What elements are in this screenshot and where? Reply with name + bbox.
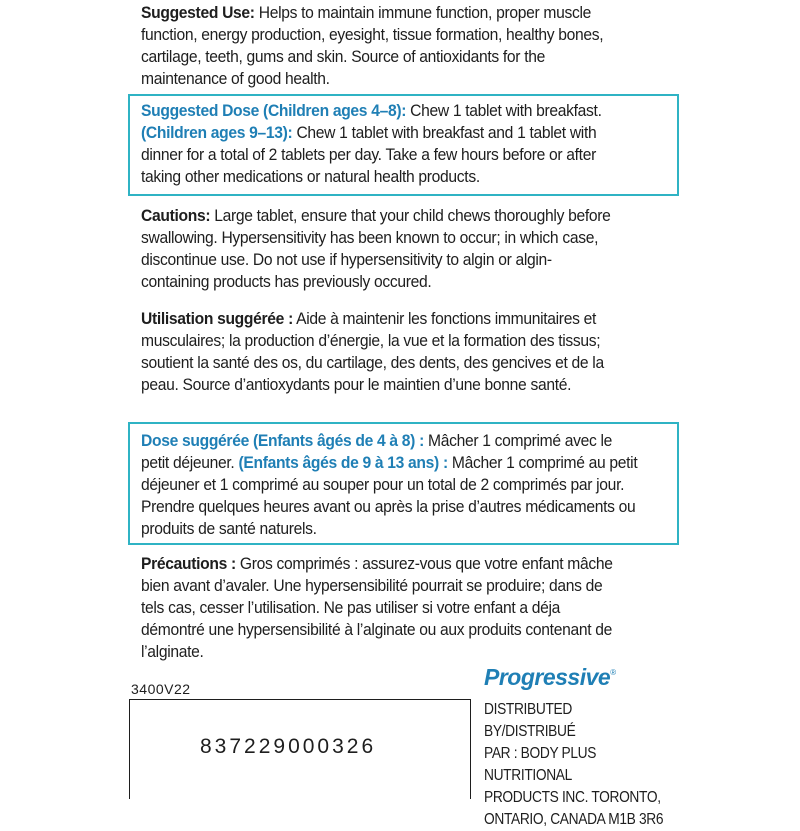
cautions-paragraph [141,205,619,293]
precautions-text: Gros comprimés : assurez-vous que votre enfant mâche bien avant d’avaler. Une hypersensibilité pourrait se produire; dans de tels cas, cesser l’utilisation. Ne pas utiliser si votre enfant a déja démontré une hypersensibilité à l’alginate ou aux produits contenant de l’alginate. [141,554,613,661]
distributor-line-2: PAR : BODY PLUS NUTRITIONAL [484,745,597,784]
dose-suggeree-paragraph [141,430,638,540]
dose-children-9-13-title: (Children ages 9–13): [141,123,293,142]
cautions-text: Large tablet, ensure that your child chews thoroughly before swallowing. Hypersensitivity has been known to occur; in which case, discontinue use. Do not use if hypersensitivity to algin or algin-containing products has previously occured. [141,206,611,291]
suggested-use-title: Suggested Use: [141,3,255,22]
suggested-use-text: Helps to maintain immune function, proper muscle function, energy production, eyesight, tissue formation, healthy bones, cartilage, teeth, gums and skin. Source of antioxidants for the maintenance of good health. [141,3,604,88]
barcode-number: 837229000326 [200,735,377,758]
lot-code: 3400V22 [131,681,191,697]
distributor-line-4: ONTARIO, CANADA M1B 3R6 [484,811,664,828]
dose-children-4-8-title: Suggested Dose (Children ages 4–8): [141,101,407,120]
dose-children-9-13-text: Chew 1 tablet with breakfast and 1 tablet with dinner for a total of 2 tablets per day. Take a few hours before or after taking other medications or natural health products. [141,123,597,186]
dose-enfants-9-13-text: Mâcher 1 comprimé au petit déjeuner et 1 comprimé au souper pour un total de 2 comprimés par jour. Prendre quelques heures avant ou après la prise d’autres médicaments ou produits de santé naturels. [141,453,638,538]
dose-enfants-9-13-title: (Enfants âgés de 9 à 13 ans) : [238,453,448,472]
distributor-info [484,699,665,831]
progressive-logo [484,664,616,691]
cautions-title: Cautions: [141,206,211,225]
utilisation-suggeree-title: Utilisation suggérée : [141,309,293,328]
registered-mark: ® [610,668,616,677]
dose-children-4-8-text: Chew 1 tablet with breakfast. [406,101,602,120]
suggested-use-paragraph [141,2,619,90]
distributor-line-3: PRODUCTS INC. TORONTO, [484,789,661,806]
utilisation-suggeree-paragraph [141,308,619,396]
precautions-title: Précautions : [141,554,236,573]
distributor-line-1: DISTRIBUTED BY/DISTRIBUÉ [484,701,576,740]
suggested-dose-paragraph [141,100,638,188]
brand-name: Progressive [484,664,611,690]
utilisation-suggeree-text: Aide à maintenir les fonctions immunitaires et musculaires; la production d’énergie, la vue et la formation des tissus; soutient la santé des os, du cartilage, des dents, des gencives et de la peau. Source d’antioxydants pour le maintien d’une bonne santé. [141,309,604,394]
precautions-paragraph [141,553,619,663]
dose-enfants-4-8-title: Dose suggérée (Enfants âgés de 4 à 8) : [141,431,424,450]
dose-enfants-4-8-text: Mâcher 1 comprimé avec le petit déjeuner. [141,431,613,472]
